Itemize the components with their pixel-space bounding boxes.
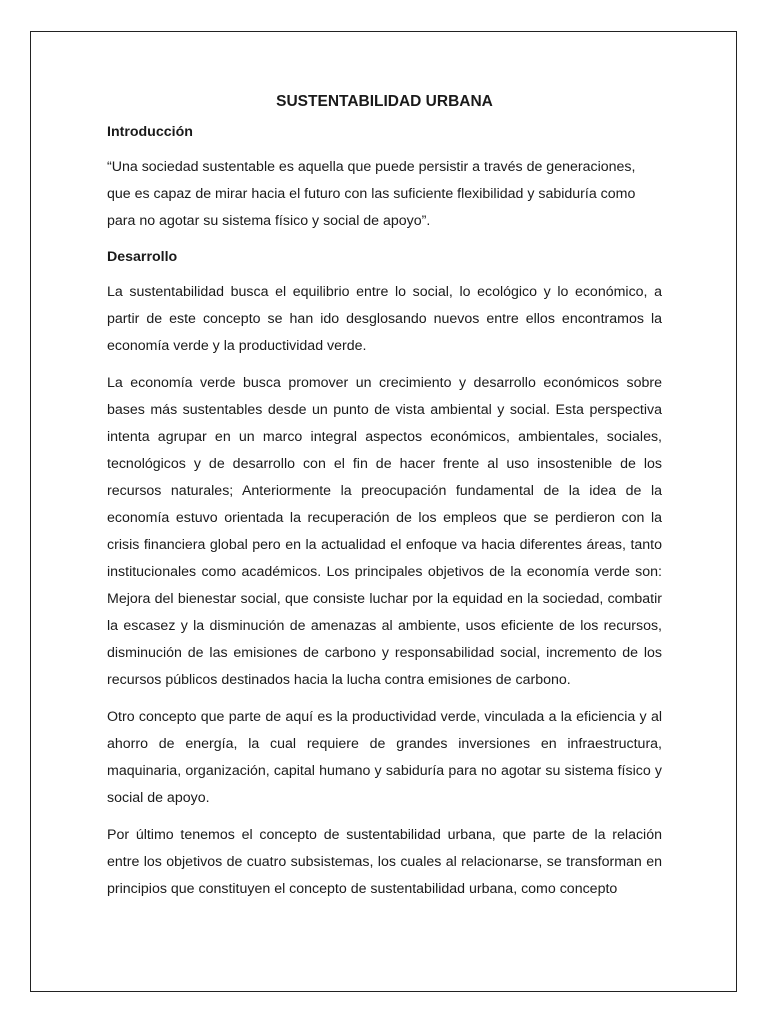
document-body xyxy=(107,90,662,913)
intro-quote: “Una sociedad sustentable es aquella que puede persistir a través de generaciones, que es capaz de mirar hacia el futuro con las suficiente flexibilidad y sabiduría como para no agotar su sistema físico y social de apoyo”. xyxy=(107,159,636,229)
paragraph: La economía verde busca promover un crecimiento y desarrollo económicos sobre bases más sustentables desde un punto de vista ambiental y social. Esta perspectiva intenta agrupar en un marco integral aspectos económicos, ambientales, sociales, tecnológicos y de desarrollo con el fin de hacer frente al uso insostenible de los recursos naturales; Anteriormente la preocupación fundamental de la idea de la economía estuvo orientada la recuperación de los empleos que se perdieron con la crisis financiera global pero en la actualidad el enfoque va hacia diferentes áreas, tanto institucionales como académicos. Los principales objetivos de la economía verde son: Mejora del bienestar social, que consiste luchar por la equidad en la sociedad, combatir la escasez y la disminución de amenazas al ambiente, usos eficiente de los recursos, disminución de las emisiones de carbono y responsabilidad social, incremento de los recursos públicos destinados hacia la lucha contra emisiones de carbono. xyxy=(107,375,662,688)
intro-heading: Introducción xyxy=(107,124,193,140)
paragraph: Otro concepto que parte de aquí es la productividad verde, vinculada a la eficiencia y al ahorro de energía, la cual requiere de grandes inversiones en infraestructura, maquinaria, organización, capital humano y sabiduría para no agotar su sistema físico y social de apoyo. xyxy=(107,709,662,806)
development-heading: Desarrollo xyxy=(107,249,178,265)
paragraph: Por último tenemos el concepto de sustentabilidad urbana, que parte de la relación entre los objetivos de cuatro subsistemas, los cuales al relacionarse, se transforman en principios que constituyen el concepto de sustentabilidad urbana, como concepto xyxy=(107,827,662,897)
document-title: SUSTENTABILIDAD URBANA xyxy=(276,93,493,110)
paragraph: La sustentabilidad busca el equilibrio entre lo social, lo ecológico y lo económico, a partir de este concepto se han ido desglosando nuevos entre ellos encontramos la economía verde y la productividad verde. xyxy=(107,284,662,354)
